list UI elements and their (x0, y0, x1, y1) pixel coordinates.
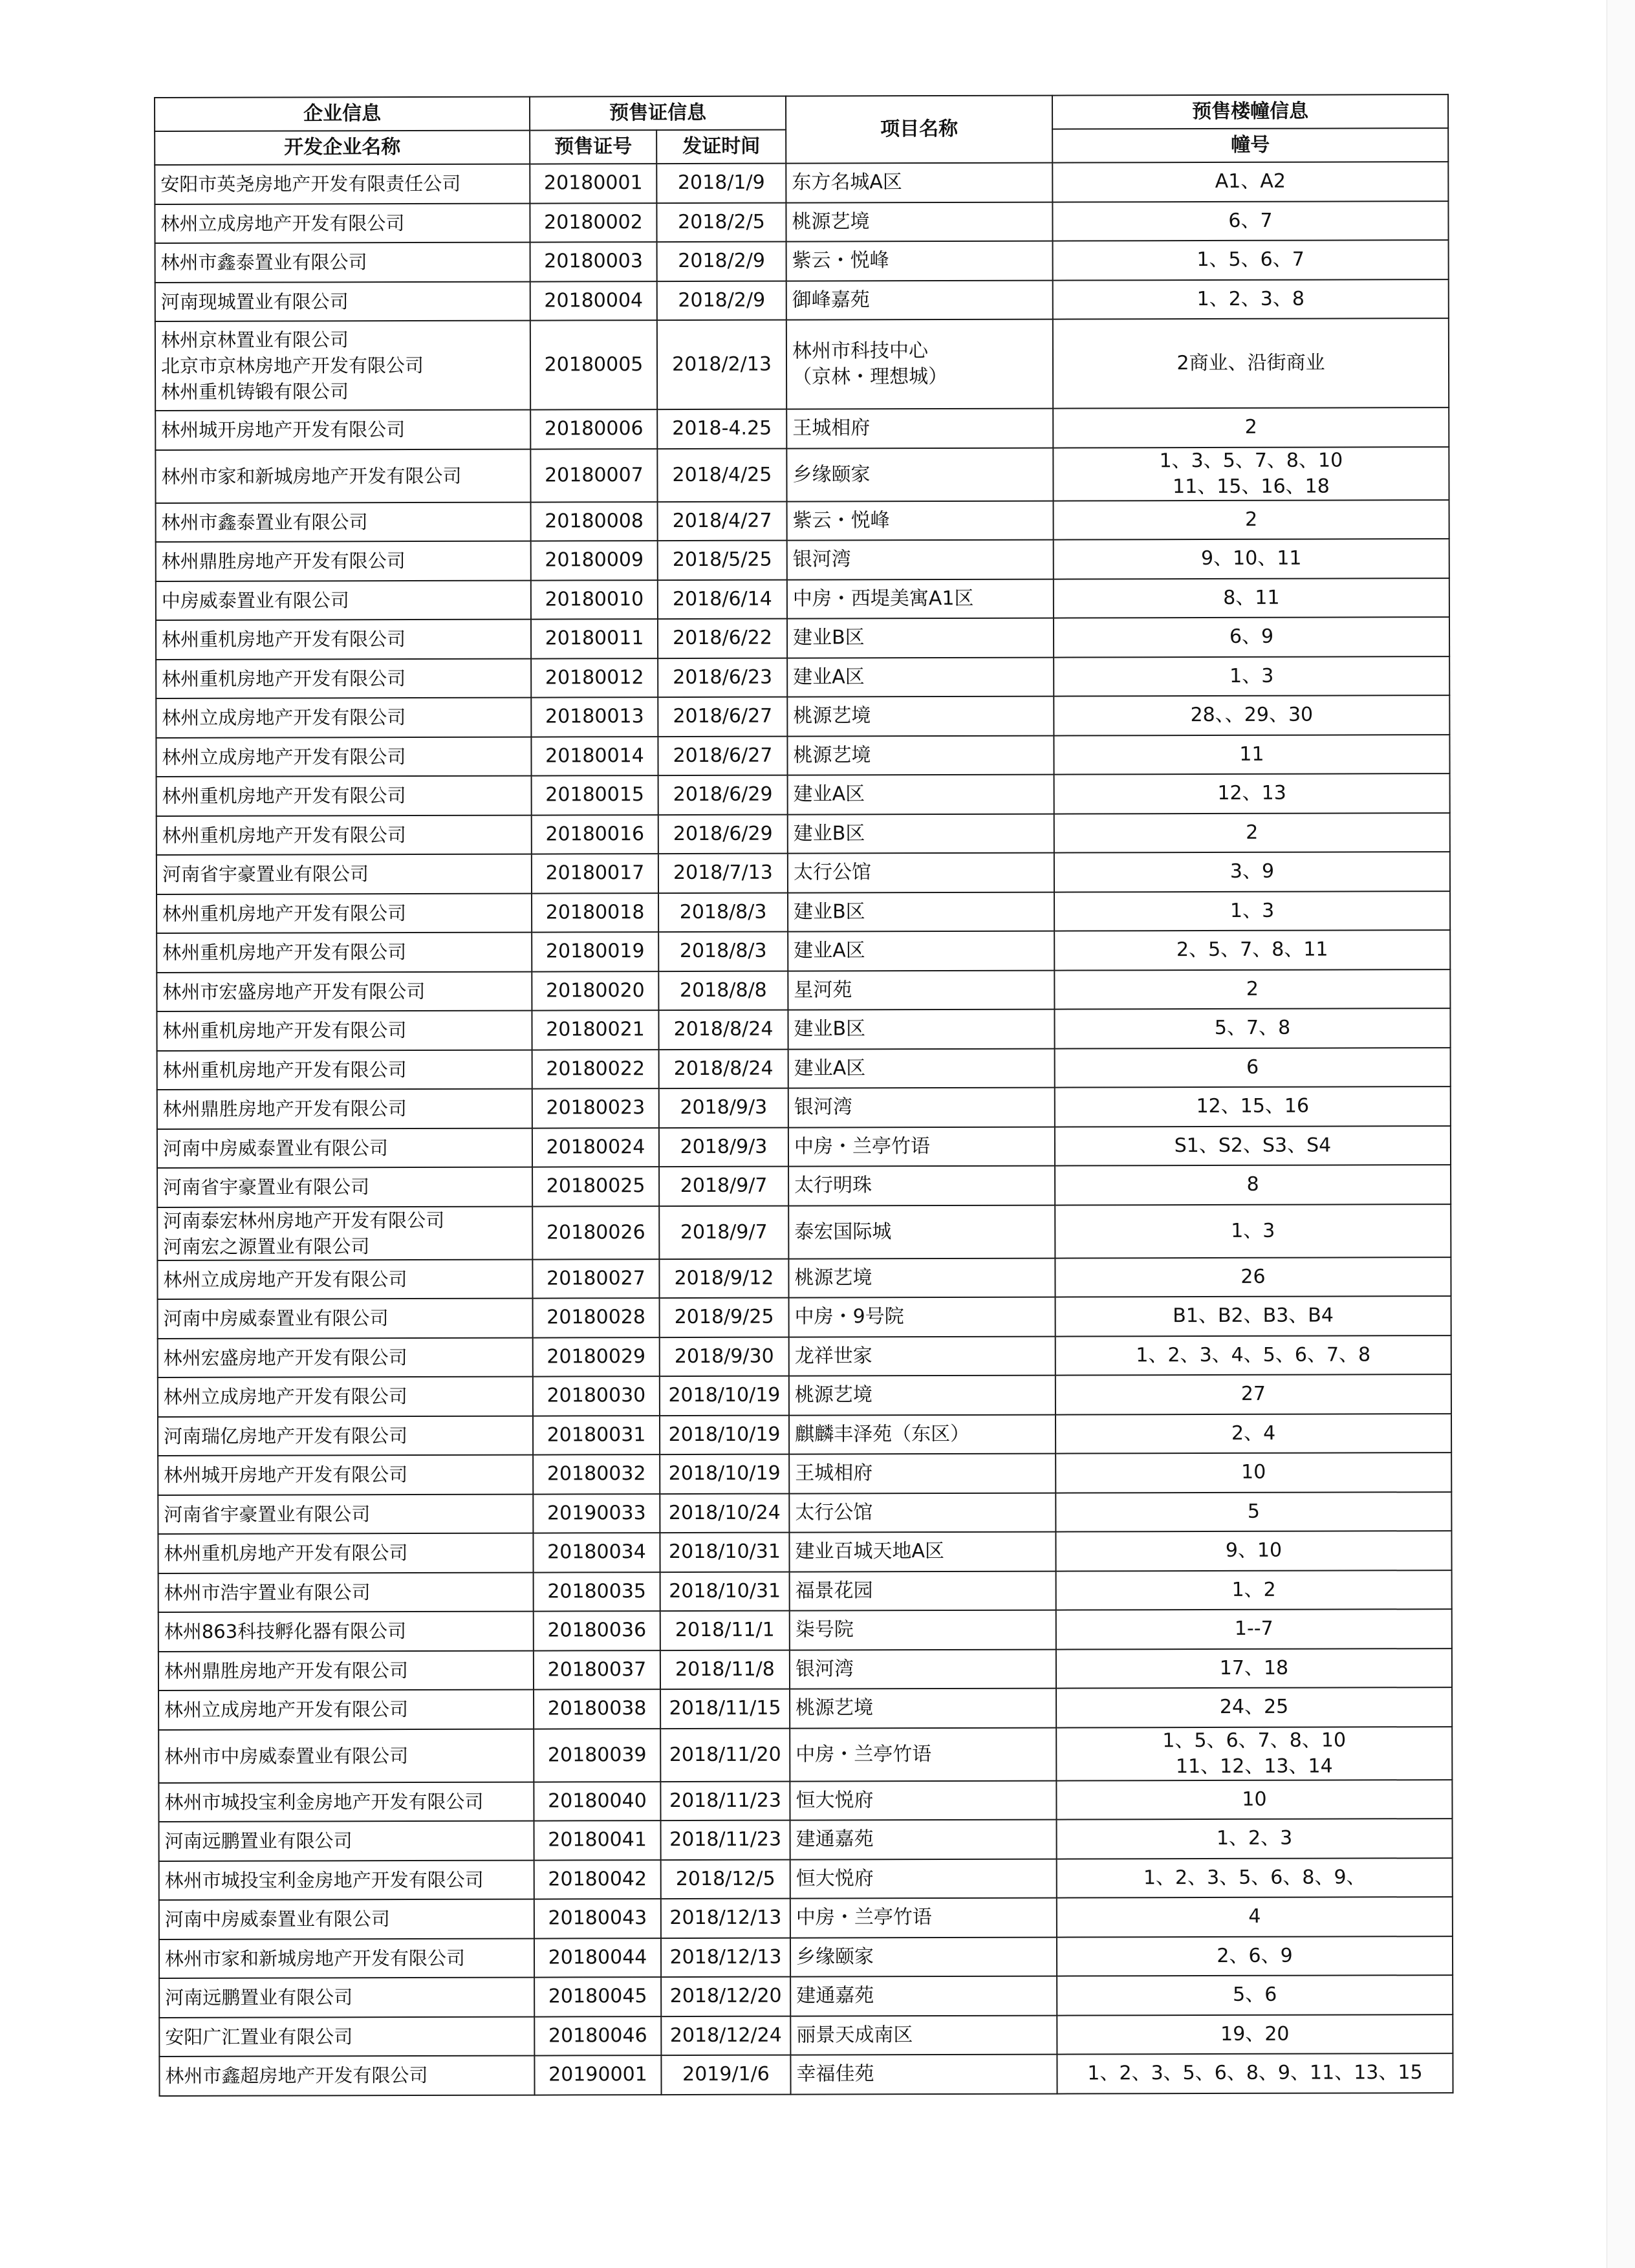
issue-date: 2018/2/5 (656, 202, 786, 242)
issue-date: 2018/9/12 (659, 1258, 788, 1298)
building-numbers: 10 (1056, 1780, 1452, 1820)
project-name: 中房・兰亭竹语 (788, 1127, 1055, 1167)
table-header (155, 94, 1448, 165)
permit-number: 20180021 (532, 1010, 658, 1050)
project-name: 建业A区 (787, 657, 1054, 697)
project-name: 乡缘颐家 (790, 1937, 1057, 1977)
company-name: 河南远鹏置业有限公司 (159, 1978, 534, 2018)
building-numbers: 19、20 (1057, 2014, 1453, 2055)
company-name: 河南瑞亿房地产开发有限公司 (158, 1416, 533, 1456)
table-row (157, 1165, 1451, 1207)
table-row (155, 407, 1449, 449)
issue-date: 2018/10/31 (660, 1571, 790, 1611)
project-name: 恒大悦府 (790, 1859, 1057, 1899)
table-row (157, 1008, 1450, 1050)
issue-date: 2018/6/29 (658, 814, 788, 854)
table-row (158, 1374, 1451, 1416)
building-numbers: 2 (1053, 407, 1449, 448)
issue-date: 2018/9/30 (660, 1337, 789, 1376)
company-name: 林州重机房地产开发有限公司 (157, 933, 532, 973)
permit-number: 20180008 (531, 502, 658, 541)
project-name: 御峰嘉苑 (786, 280, 1053, 320)
company-name: 林州市宏盛房地产开发有限公司 (157, 971, 532, 1011)
table-row (156, 539, 1449, 581)
permit-number: 20180022 (532, 1050, 659, 1089)
company-name: 林州重机房地产开发有限公司 (157, 776, 532, 816)
permit-number: 20180017 (532, 854, 658, 893)
issue-date: 2019/1/6 (661, 2055, 790, 2095)
table-row (157, 813, 1450, 855)
project-name: 王城相府 (789, 1454, 1056, 1494)
company-name: 林州立成房地产开发有限公司 (156, 698, 531, 738)
table-row (155, 279, 1449, 321)
project-name: 恒大悦府 (790, 1780, 1056, 1820)
building-numbers: 2 (1054, 500, 1449, 540)
issue-date: 2018/9/7 (659, 1167, 788, 1206)
company-name: 河南远鹏置业有限公司 (159, 1821, 534, 1861)
company-name: 林州京林置业有限公司 北京市京林房地产开发有限公司 林州重机铸锻有限公司 (155, 321, 530, 411)
presale-permit-table (154, 94, 1454, 2096)
building-numbers: 1、2、3、5、6、8、9、11、13、15 (1057, 2053, 1453, 2093)
project-name: 建业百城天地A区 (789, 1532, 1056, 1572)
building-numbers: 1、2 (1056, 1570, 1452, 1610)
table-row (156, 500, 1449, 542)
issue-date: 2018/4/27 (658, 501, 787, 541)
table-row (159, 1897, 1453, 1939)
header-project-name: 项目名称 (786, 96, 1052, 164)
issue-date: 2018/8/24 (658, 1010, 788, 1050)
building-numbers: 1、3 (1054, 891, 1450, 931)
project-name: 桃源艺境 (786, 202, 1052, 242)
issue-date: 2018/6/22 (658, 619, 787, 658)
issue-date: 2018/8/3 (658, 892, 788, 932)
table-row (159, 1975, 1453, 2017)
table-row (158, 1609, 1452, 1651)
project-name: 中房・兰亭竹语 (790, 1727, 1056, 1781)
project-name: 建业B区 (788, 814, 1054, 854)
permit-number: 20180041 (534, 1820, 661, 1860)
header-building-info: 预售楼幢信息 (1052, 94, 1448, 129)
issue-date: 2018/10/19 (660, 1454, 789, 1494)
permit-number: 20180018 (532, 893, 658, 933)
permit-number: 20180001 (530, 164, 656, 203)
issue-date: 2018/6/27 (658, 736, 787, 775)
issue-date: 2018/4/25 (657, 448, 786, 501)
table-row (155, 447, 1449, 503)
company-name: 林州市家和新城房地产开发有限公司 (155, 449, 530, 502)
permit-number: 20180012 (531, 658, 658, 698)
table-row (158, 1335, 1451, 1377)
permit-number: 20180015 (532, 775, 658, 815)
building-numbers: S1、S2、S3、S4 (1055, 1126, 1451, 1166)
building-numbers: 24、25 (1056, 1687, 1452, 1727)
table-row (157, 1257, 1451, 1299)
issue-date: 2018/6/27 (658, 697, 787, 737)
company-name: 林州立成房地产开发有限公司 (158, 1690, 534, 1730)
building-numbers: 1、3 (1055, 1204, 1451, 1258)
project-name: 中房・西堤美寓A1区 (787, 579, 1054, 619)
issue-date: 2018/12/20 (661, 1977, 790, 2016)
permit-number: 20180038 (534, 1689, 660, 1729)
table-row (157, 773, 1450, 815)
table-row (158, 1727, 1452, 1783)
permit-number: 20180046 (534, 2016, 661, 2056)
building-numbers: 1、2、3、5、6、8、9、 (1057, 1858, 1453, 1898)
project-name: 建业A区 (788, 931, 1054, 971)
project-name: 太行公馆 (789, 1493, 1056, 1533)
company-name: 河南泰宏林州房地产开发有限公司 河南宏之源置业有限公司 (157, 1206, 532, 1260)
project-name: 龙祥世家 (789, 1336, 1056, 1376)
issue-date: 2018-4.25 (657, 409, 786, 449)
building-numbers: 17、18 (1056, 1648, 1452, 1689)
table-row (157, 930, 1450, 972)
project-name: 东方名城A区 (786, 163, 1052, 203)
project-name: 桃源艺境 (790, 1689, 1056, 1729)
permit-number: 20180005 (530, 320, 657, 409)
company-name: 林州城开房地产开发有限公司 (158, 1455, 533, 1495)
project-name: 建业B区 (787, 618, 1054, 658)
building-numbers: 2、6、9 (1057, 1936, 1453, 1976)
table-row (157, 1126, 1451, 1168)
issue-date: 2018/5/25 (658, 541, 787, 580)
issue-date: 2018/6/14 (658, 579, 787, 619)
header-row-1 (155, 94, 1448, 131)
company-name: 林州重机房地产开发有限公司 (156, 620, 531, 660)
project-name: 建业B区 (788, 892, 1054, 932)
building-numbers: 1、3、5、7、8、10 11、15、16、18 (1053, 447, 1449, 501)
issue-date: 2018/8/8 (658, 971, 788, 1010)
company-name: 林州重机房地产开发有限公司 (157, 1011, 532, 1051)
project-name: 建业A区 (788, 1048, 1055, 1088)
building-numbers: 6 (1055, 1048, 1451, 1088)
project-name: 幸福佳苑 (790, 2055, 1057, 2095)
project-name: 银河湾 (788, 1088, 1055, 1128)
permit-number: 20180009 (531, 541, 658, 580)
project-name: 桃源艺境 (787, 697, 1054, 737)
company-name: 林州市家和新城房地产开发有限公司 (159, 1938, 534, 1978)
permit-number: 20180039 (534, 1729, 660, 1782)
permit-number: 20180031 (533, 1416, 660, 1455)
company-name: 河南中房威泰置业有限公司 (157, 1128, 532, 1168)
header-developer-name: 开发企业名称 (155, 131, 530, 165)
company-name: 林州市浩宇置业有限公司 (158, 1572, 534, 1612)
company-name: 安阳广汇置业有限公司 (159, 2016, 534, 2057)
company-name: 河南中房威泰置业有限公司 (159, 1899, 534, 1939)
project-name: 柒号院 (790, 1610, 1056, 1650)
table-row (158, 1414, 1451, 1456)
company-name: 林州863科技孵化器有限公司 (158, 1612, 534, 1652)
building-numbers: 1、5、6、7 (1053, 240, 1449, 280)
building-numbers: 9、10 (1056, 1531, 1451, 1571)
issue-date: 2018/11/15 (660, 1689, 790, 1729)
project-name: 建业B区 (788, 1010, 1054, 1050)
table-row (159, 1858, 1453, 1900)
company-name: 林州立成房地产开发有限公司 (157, 1259, 532, 1299)
project-name: 星河苑 (788, 970, 1054, 1010)
project-name: 桃源艺境 (789, 1376, 1056, 1416)
company-name: 安阳市英尧房地产开发有限责任公司 (155, 164, 530, 204)
building-numbers: 5、6 (1057, 1975, 1453, 2015)
permit-number: 20180020 (532, 971, 658, 1011)
header-permit-info: 预售证信息 (530, 96, 786, 131)
building-numbers: 12、15、16 (1055, 1086, 1451, 1127)
company-name: 中房威泰置业有限公司 (156, 580, 531, 620)
header-building-no: 幢号 (1052, 128, 1448, 162)
building-numbers: 28、、29、30 (1054, 695, 1449, 735)
project-name: 王城相府 (786, 409, 1053, 449)
permit-number: 20180042 (534, 1860, 661, 1899)
permit-number: 20180004 (530, 281, 657, 321)
issue-date: 2018/8/3 (658, 932, 788, 971)
issue-date: 2018/1/9 (656, 164, 786, 203)
issue-date: 2018/12/24 (661, 2016, 790, 2055)
permit-number: 20180044 (534, 1938, 661, 1978)
building-numbers: 5、7、8 (1054, 1008, 1450, 1048)
table-row (157, 969, 1450, 1011)
building-numbers: 26 (1055, 1257, 1451, 1297)
permit-number: 20190033 (533, 1494, 660, 1533)
issue-date: 2018/10/24 (660, 1493, 789, 1533)
table-body (155, 162, 1453, 2095)
permit-number: 20180029 (533, 1337, 660, 1377)
project-name: 中房・9号院 (789, 1297, 1056, 1337)
building-numbers: 3、9 (1054, 852, 1450, 892)
company-name: 林州市中房威泰置业有限公司 (158, 1729, 534, 1782)
company-name: 林州市鑫超房地产开发有限公司 (159, 2056, 534, 2096)
permit-number: 20180035 (534, 1572, 660, 1612)
header-issue-date: 发证时间 (656, 130, 786, 164)
company-name: 林州市城投宝利金房地产开发有限公司 (158, 1782, 534, 1822)
table-row (158, 1648, 1452, 1690)
table-row (158, 1492, 1451, 1534)
permit-number: 20180026 (532, 1206, 659, 1259)
project-name: 紫云・悦峰 (787, 501, 1054, 541)
project-name: 建业A区 (788, 775, 1054, 815)
company-name: 林州城开房地产开发有限公司 (155, 410, 530, 450)
company-name: 林州立成房地产开发有限公司 (155, 203, 530, 243)
building-numbers: 4 (1057, 1897, 1453, 1937)
project-name: 建通嘉苑 (790, 1820, 1057, 1860)
building-numbers: 2、5、7、8、11 (1054, 930, 1450, 970)
building-numbers: 12、13 (1054, 773, 1450, 814)
company-name: 林州立成房地产开发有限公司 (156, 737, 531, 777)
issue-date: 2018/11/1 (660, 1611, 790, 1650)
issue-date: 2018/6/29 (658, 775, 788, 815)
company-name: 林州立成房地产开发有限公司 (158, 1377, 533, 1417)
permit-number: 20180016 (532, 815, 658, 854)
issue-date: 2018/10/19 (660, 1376, 789, 1416)
project-name: 中房・兰亭竹语 (790, 1898, 1057, 1938)
building-numbers: 10 (1056, 1453, 1451, 1493)
building-numbers: 6、7 (1052, 201, 1448, 241)
header-permit-no: 预售证号 (530, 130, 656, 164)
table-row (156, 578, 1449, 620)
table-row (158, 1453, 1451, 1495)
table-row (156, 617, 1449, 659)
issue-date: 2018/2/13 (657, 320, 786, 409)
project-name: 麒麟丰泽苑（东区） (789, 1414, 1056, 1454)
permit-number: 20180025 (532, 1167, 659, 1206)
project-name: 桃源艺境 (788, 1258, 1055, 1298)
building-numbers: 11 (1054, 735, 1449, 775)
project-name: 桃源艺境 (787, 735, 1054, 775)
project-name: 紫云・悦峰 (786, 241, 1053, 281)
building-numbers: 1、5、6、7、8、10 11、12、13、14 (1056, 1727, 1452, 1780)
table-row (157, 1048, 1451, 1090)
permit-number: 20180024 (532, 1128, 659, 1167)
issue-date: 2018/7/13 (658, 854, 788, 893)
table-row (158, 1780, 1452, 1822)
permit-number: 20180002 (530, 203, 656, 243)
permit-number: 20180034 (533, 1533, 660, 1572)
company-name: 林州重机房地产开发有限公司 (156, 658, 531, 698)
issue-date: 2018/2/9 (657, 281, 786, 320)
issue-date: 2018/12/13 (661, 1938, 790, 1977)
issue-date: 2018/6/23 (658, 658, 787, 697)
project-name: 太行明珠 (788, 1166, 1055, 1206)
project-name: 银河湾 (787, 540, 1054, 580)
company-name: 河南省宇豪置业有限公司 (157, 854, 532, 894)
company-name: 林州宏盛房地产开发有限公司 (158, 1337, 533, 1377)
header-enterprise-info: 企业信息 (155, 97, 530, 131)
table-row (159, 2053, 1453, 2095)
permit-number: 20180006 (530, 409, 657, 449)
table-row (156, 735, 1449, 777)
company-name: 河南省宇豪置业有限公司 (157, 1167, 532, 1207)
building-numbers: 9、10、11 (1054, 539, 1449, 579)
permit-number: 20180040 (534, 1782, 660, 1821)
table-row (159, 1819, 1453, 1861)
table-row (156, 656, 1449, 698)
permit-number: 20180027 (532, 1259, 659, 1299)
issue-date: 2018/10/31 (660, 1533, 789, 1572)
issue-date: 2018/9/25 (660, 1298, 789, 1337)
permit-number: 20190001 (534, 2055, 661, 2095)
permit-number: 20180045 (534, 1977, 661, 2016)
building-numbers: 2商业、沿街商业 (1053, 318, 1449, 408)
company-name: 林州鼎胜房地产开发有限公司 (157, 1089, 532, 1129)
table-row (155, 201, 1448, 243)
table-row (158, 1570, 1452, 1612)
building-numbers: 1、2、3 (1057, 1819, 1453, 1859)
table-row (158, 1296, 1451, 1338)
permit-number: 20180013 (531, 697, 658, 737)
table-row (159, 1936, 1453, 1978)
permit-number: 20180007 (530, 449, 657, 502)
table-row (155, 240, 1449, 282)
permit-number: 20180028 (533, 1298, 660, 1337)
company-name: 林州重机房地产开发有限公司 (157, 815, 532, 855)
company-name: 河南省宇豪置业有限公司 (158, 1494, 533, 1534)
building-numbers: 1、3 (1054, 656, 1449, 697)
project-name: 林州市科技中心 （京林・理想城） (786, 319, 1053, 409)
permit-number: 20180014 (531, 737, 658, 776)
project-name: 福景花园 (790, 1571, 1056, 1611)
company-name: 林州鼎胜房地产开发有限公司 (156, 541, 531, 581)
issue-date: 2018/12/5 (661, 1859, 790, 1899)
project-name: 泰宏国际城 (788, 1205, 1055, 1258)
permit-number: 20180036 (534, 1611, 660, 1650)
building-numbers: 8 (1055, 1165, 1451, 1205)
building-numbers: 2 (1054, 813, 1450, 853)
issue-date: 2018/9/7 (659, 1205, 788, 1258)
project-name: 丽景天成南区 (790, 2015, 1057, 2055)
permit-number: 20180032 (533, 1454, 660, 1494)
building-numbers: 1、2、3、8 (1053, 279, 1449, 319)
table-row (158, 1531, 1451, 1573)
building-numbers: 5 (1056, 1492, 1451, 1532)
company-name: 河南中房威泰置业有限公司 (158, 1299, 533, 1339)
issue-date: 2018/9/3 (659, 1088, 788, 1128)
issue-date: 2018/10/19 (660, 1415, 789, 1454)
table-row (159, 2014, 1453, 2057)
table-row (155, 162, 1448, 204)
permit-number: 20180023 (532, 1088, 659, 1128)
permit-number: 20180043 (534, 1899, 661, 1938)
issue-date: 2018/11/23 (660, 1781, 790, 1820)
permit-number: 20180003 (530, 242, 657, 281)
building-numbers: 2 (1054, 969, 1450, 1010)
table-row (157, 852, 1450, 894)
permit-number: 20180010 (531, 580, 658, 620)
building-numbers: 27 (1056, 1374, 1451, 1414)
table-row (156, 695, 1449, 737)
building-numbers: A1、A2 (1052, 162, 1448, 202)
project-name: 银河湾 (790, 1649, 1056, 1689)
table-row (157, 1204, 1451, 1260)
building-numbers: 1、2、3、4、5、6、7、8 (1056, 1335, 1451, 1376)
company-name: 林州鼎胜房地产开发有限公司 (158, 1650, 534, 1690)
permit-number: 20180019 (532, 932, 658, 971)
table-row (155, 318, 1449, 411)
issue-date: 2018/11/23 (661, 1820, 790, 1860)
issue-date: 2018/12/13 (661, 1899, 790, 1938)
building-numbers: 6、9 (1054, 617, 1449, 657)
building-numbers: 8、11 (1054, 578, 1449, 618)
project-name: 太行公馆 (788, 853, 1054, 893)
issue-date: 2018/8/24 (659, 1049, 788, 1088)
building-numbers: B1、B2、B3、B4 (1056, 1296, 1451, 1336)
company-name: 林州重机房地产开发有限公司 (157, 893, 532, 933)
company-name: 林州市城投宝利金房地产开发有限公司 (159, 1860, 534, 1900)
issue-date: 2018/11/20 (660, 1728, 790, 1781)
company-name: 林州重机房地产开发有限公司 (157, 1050, 532, 1090)
table-row (158, 1687, 1452, 1729)
permit-number: 20180037 (534, 1650, 660, 1690)
project-name: 建通嘉苑 (790, 1976, 1057, 2016)
permit-number: 20180030 (533, 1376, 660, 1416)
company-name: 林州市鑫泰置业有限公司 (156, 502, 531, 542)
permit-number: 20180011 (531, 619, 658, 658)
table-row (157, 1086, 1451, 1129)
company-name: 河南现城置业有限公司 (155, 281, 530, 321)
issue-date: 2018/2/9 (657, 242, 786, 281)
building-numbers: 1--7 (1056, 1609, 1452, 1649)
project-name: 乡缘颐家 (786, 448, 1053, 501)
building-numbers: 2、4 (1056, 1414, 1451, 1454)
issue-date: 2018/9/3 (659, 1127, 788, 1167)
company-name: 林州重机房地产开发有限公司 (158, 1533, 533, 1573)
issue-date: 2018/11/8 (660, 1650, 790, 1689)
scan-page-edge (1607, 0, 1635, 2268)
company-name: 林州市鑫泰置业有限公司 (155, 243, 530, 283)
table-row (157, 891, 1450, 933)
